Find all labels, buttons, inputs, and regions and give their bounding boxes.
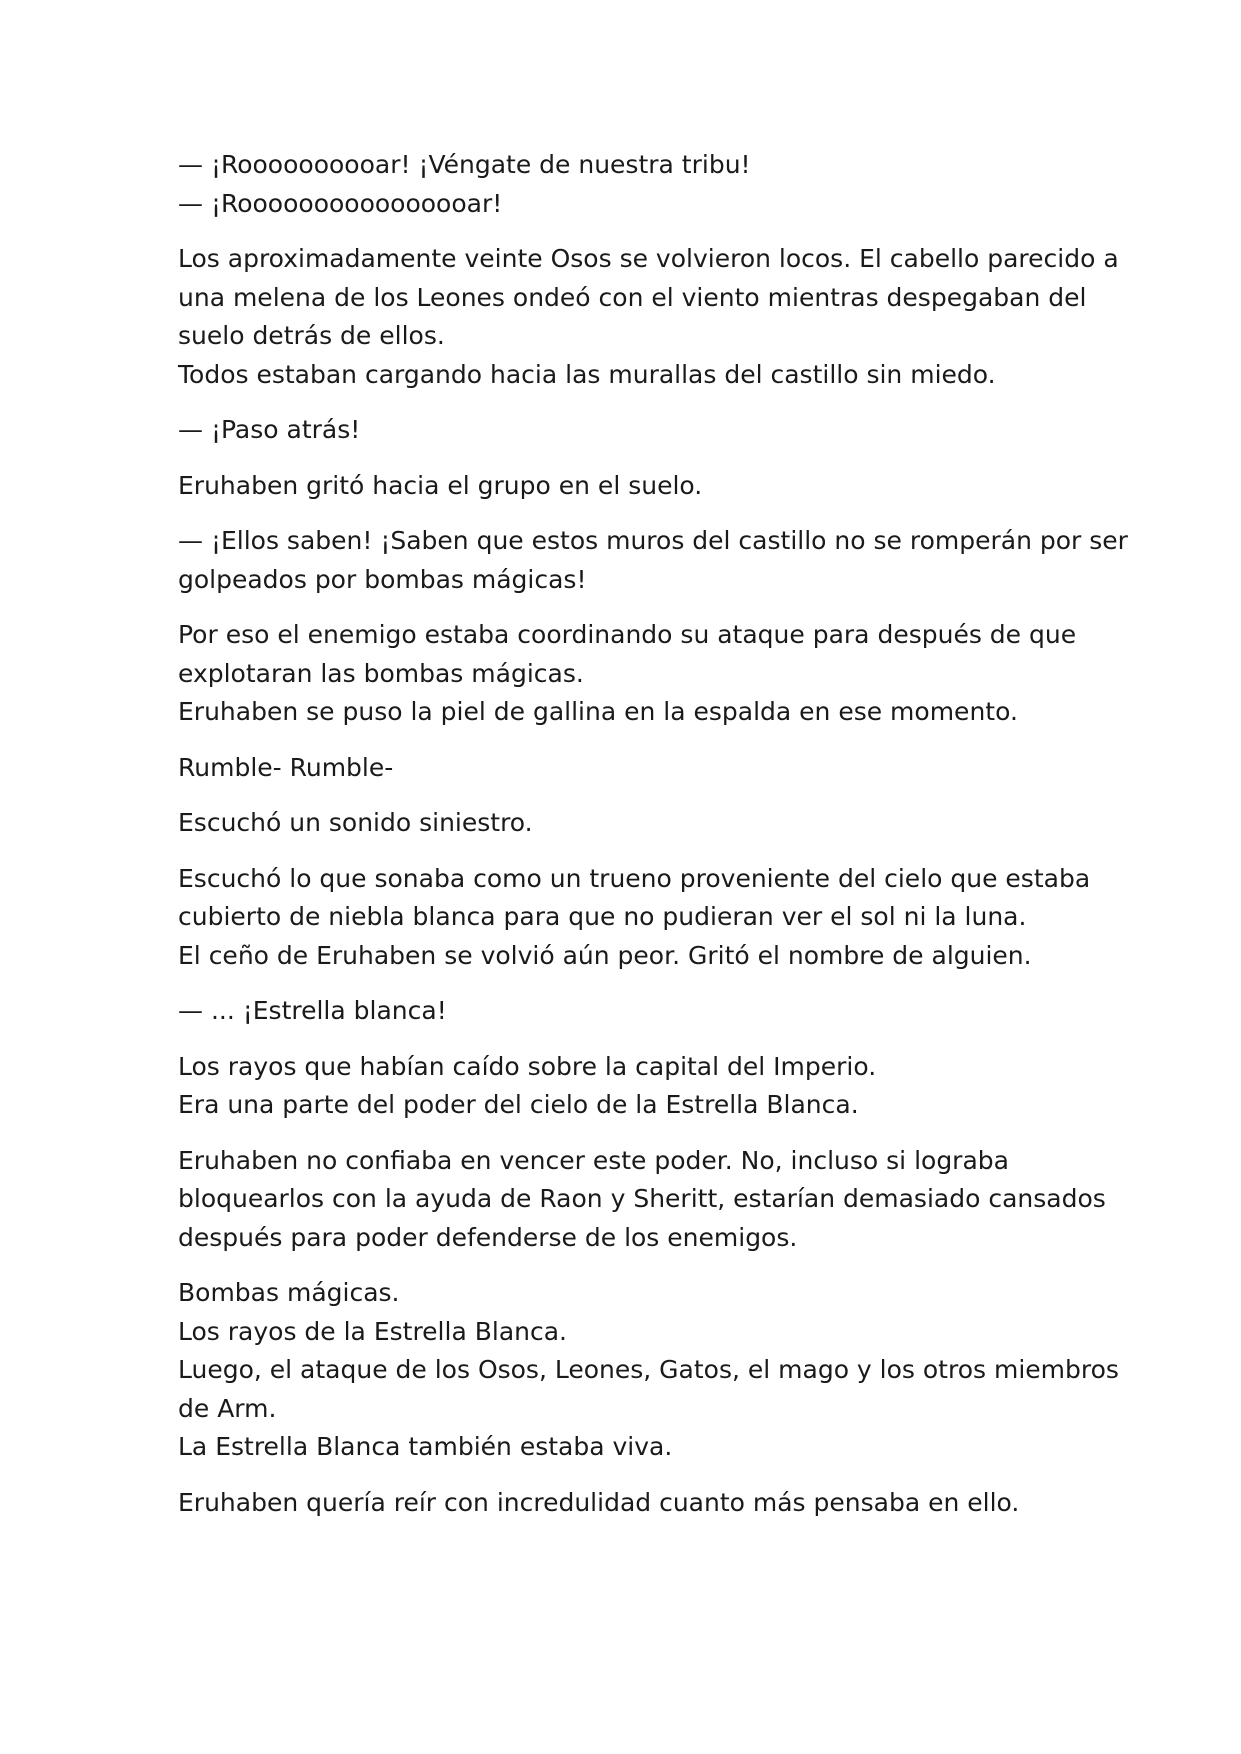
document-page (178, 146, 1128, 1539)
paragraph (178, 1048, 1098, 1125)
paragraph (178, 860, 1098, 976)
paragraph (178, 616, 1098, 732)
text-line: Todos estaban cargando hacia las murallas del castillo sin miedo. (178, 359, 996, 389)
text-line: bloquearlos con la ayuda de Raon y Sheritt, estarían demasiado cansados (178, 1184, 1106, 1213)
text-line: Por eso el enemigo estaba coordinando su ataque para después de que (178, 620, 1077, 649)
paragraph (178, 804, 1098, 843)
text-line: — ¡Roooooooooooooooar! (178, 188, 503, 218)
text-line: cubierto de niebla blanca para que no pudieran ver el sol ni la luna. (178, 902, 1027, 931)
text-line: — ¡Roooooooooar! ¡Véngate de nuestra tribu! (178, 150, 751, 179)
text-line: El ceño de Eruhaben se volvió aún peor. Gritó el nombre de alguien. (178, 940, 1032, 970)
paragraph (178, 749, 1098, 788)
text-line: Era una parte del poder del cielo de la Estrella Blanca. (178, 1090, 859, 1119)
text-line: Los rayos de la Estrella Blanca. (178, 1316, 567, 1346)
text-line: Eruhaben no confiaba en vencer este poder. No, incluso si lograba (178, 1145, 1009, 1175)
text-line: explotaran las bombas mágicas. (178, 658, 584, 688)
text-line: Escuchó lo que sonaba como un trueno proveniente del cielo que estaba (178, 863, 1091, 893)
text-line: Luego, el ataque de los Osos, Leones, Gatos, el mago y los otros miembros (178, 1355, 1119, 1384)
paragraph (178, 411, 1098, 450)
text-line: una melena de los Leones ondeó con el viento mientras despegaban del (178, 282, 1087, 312)
text-line: suelo detrás de ellos. (178, 321, 445, 350)
paragraph (178, 146, 1098, 223)
text-line: de Arm. (178, 1393, 277, 1423)
text-line: La Estrella Blanca también estaba viva. (178, 1432, 673, 1461)
text-line: Eruhaben quería reír con incredulidad cuanto más pensaba en ello. (178, 1487, 1020, 1517)
paragraph (178, 1274, 1119, 1467)
text-line: — ¡Paso atrás! (178, 415, 361, 444)
paragraph (178, 1484, 1098, 1523)
text-line: Bombas mágicas. (178, 1278, 400, 1307)
paragraph (178, 522, 1128, 599)
text-line: golpeados por bombas mágicas! (178, 564, 587, 594)
text-line: Rumble- Rumble- (178, 752, 394, 782)
paragraph (178, 992, 1098, 1031)
text-line: Eruhaben gritó hacia el grupo en el suelo. (178, 470, 703, 500)
text-line: — ... ¡Estrella blanca! (178, 996, 447, 1025)
text-line: Escuchó un sonido siniestro. (178, 808, 533, 837)
paragraph (178, 1142, 1106, 1258)
text-line: Los rayos que habían caído sobre la capital del Imperio. (178, 1051, 877, 1081)
paragraph (178, 240, 1119, 394)
text-line: Eruhaben se puso la piel de gallina en la espalda en ese momento. (178, 697, 1018, 726)
text-line: después para poder defenderse de los enemigos. (178, 1222, 798, 1252)
text-line: — ¡Ellos saben! ¡Saben que estos muros del castillo no se romperán por ser (178, 526, 1128, 555)
paragraph (178, 467, 1098, 506)
text-line: Los aproximadamente veinte Osos se volvieron locos. El cabello parecido a (178, 244, 1119, 273)
